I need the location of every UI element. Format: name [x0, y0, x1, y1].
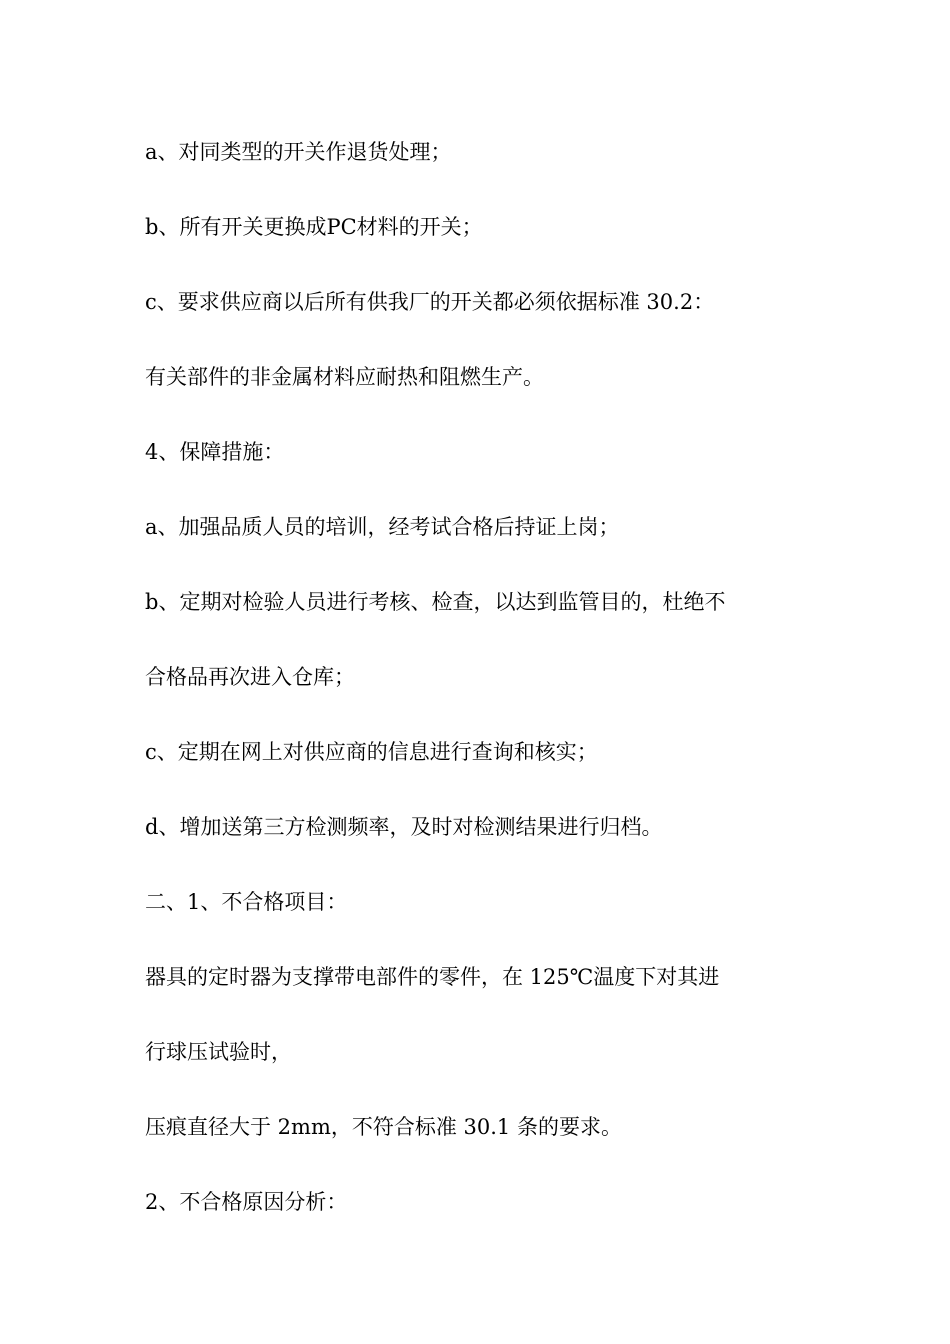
- paragraph-line: c、定期在网上对供应商的信息进行查询和核实；: [145, 740, 598, 764]
- section-heading: 2、不合格原因分析：: [145, 1190, 348, 1214]
- paragraph-line: 行球压试验时，: [145, 1040, 292, 1064]
- section-heading: 4、保障措施：: [145, 440, 285, 464]
- paragraph-line: 合格品再次进入仓库；: [145, 665, 355, 689]
- paragraph-line: b、所有开关更换成PC材料的开关；: [145, 215, 483, 239]
- paragraph-line: b、定期对检验人员进行考核、检查，以达到监管目的，杜绝不: [145, 590, 726, 614]
- paragraph-line: a、加强品质人员的培训，经考试合格后持证上岗；: [145, 515, 620, 539]
- paragraph-line: 器具的定时器为支撑带电部件的零件，在 125℃温度下对其进: [145, 965, 720, 989]
- paragraph-line: 压痕直径大于 2mm，不符合标准 30.1 条的要求。: [145, 1115, 622, 1139]
- paragraph-line: a、对同类型的开关作退货处理；: [145, 140, 452, 164]
- section-heading: 二、1、不合格项目：: [145, 890, 348, 914]
- paragraph-line: d、增加送第三方检测频率，及时对检测结果进行归档。: [145, 815, 663, 839]
- paragraph-line: 有关部件的非金属材料应耐热和阻燃生产。: [145, 365, 544, 389]
- paragraph-line: c、要求供应商以后所有供我厂的开关都必须依据标准 30.2：: [145, 290, 715, 314]
